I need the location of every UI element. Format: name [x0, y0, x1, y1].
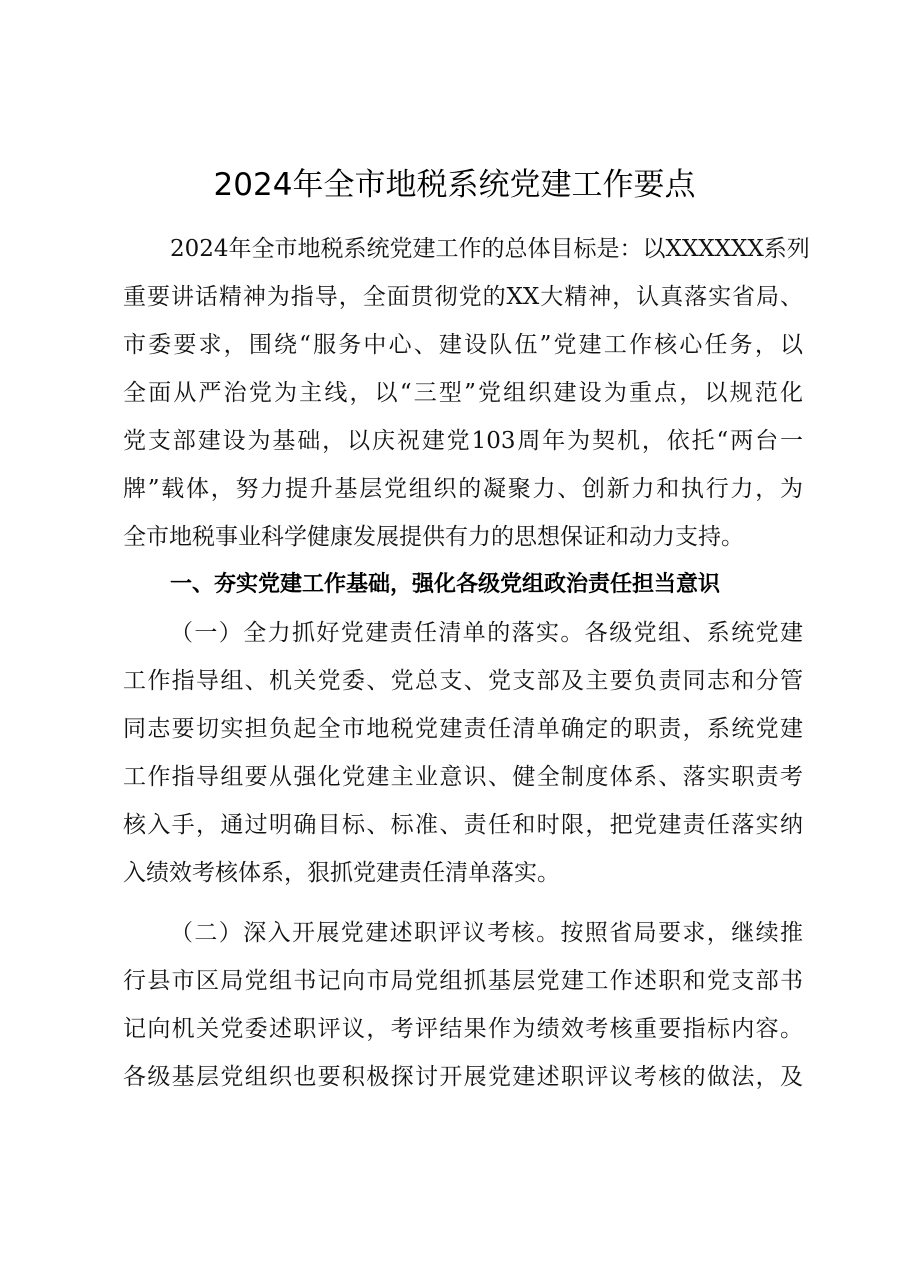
- item2-line: 记向机关党委述职评议，考评结果作为绩效考核重要指标内容。: [123, 1016, 803, 1042]
- intro-line: 党支部建设为基础，以庆祝建党103周年为契机，依托“两台一: [123, 428, 803, 454]
- item2-line: 行县市区局党组书记向市局党组抓基层党建工作述职和党支部书: [123, 968, 803, 994]
- document-title: 2024年全市地税系统党建工作要点: [213, 167, 696, 203]
- intro-line: 市委要求，围绕“服务中心、建设队伍”党建工作核心任务，以: [123, 332, 803, 358]
- item1-line: 核入手，通过明确目标、标准、责任和时限，把党建责任落实纳: [123, 812, 803, 838]
- intro-line: 2024年全市地税系统党建工作的总体目标是：以XXXXXX系列: [170, 236, 810, 262]
- item1-line: 工作指导组要从强化党建主业意识、健全制度体系、落实职责考: [123, 764, 803, 790]
- intro-line: 重要讲话精神为指导，全面贯彻党的XX大精神，认真落实省局、: [123, 284, 803, 310]
- intro-line: 牌”载体，努力提升基层党组织的凝聚力、创新力和执行力，为: [123, 476, 803, 502]
- item1-line: 同志要切实担负起全市地税党建责任清单确定的职责，系统党建: [123, 716, 803, 742]
- intro-line: 全市地税事业科学健康发展提供有力的思想保证和动力支持。: [123, 524, 744, 550]
- section-heading: 一、夯实党建工作基础，强化各级党组政治责任担当意识: [170, 572, 721, 597]
- item2-line: （二）深入开展党建述职评议考核。按照省局要求，继续推: [170, 920, 803, 946]
- item1-line: （一）全力抓好党建责任清单的落实。各级党组、系统党建: [170, 620, 803, 646]
- item1-line: 工作指导组、机关党委、党总支、党支部及主要负责同志和分管: [123, 668, 803, 694]
- intro-line: 全面从严治党为主线，以“三型”党组织建设为重点，以规范化: [123, 380, 803, 406]
- item2-line: 各级基层党组织也要积极探讨开展党建述职评议考核的做法，及: [123, 1064, 803, 1090]
- item1-line: 入绩效考核体系，狠抓党建责任清单落实。: [123, 860, 560, 886]
